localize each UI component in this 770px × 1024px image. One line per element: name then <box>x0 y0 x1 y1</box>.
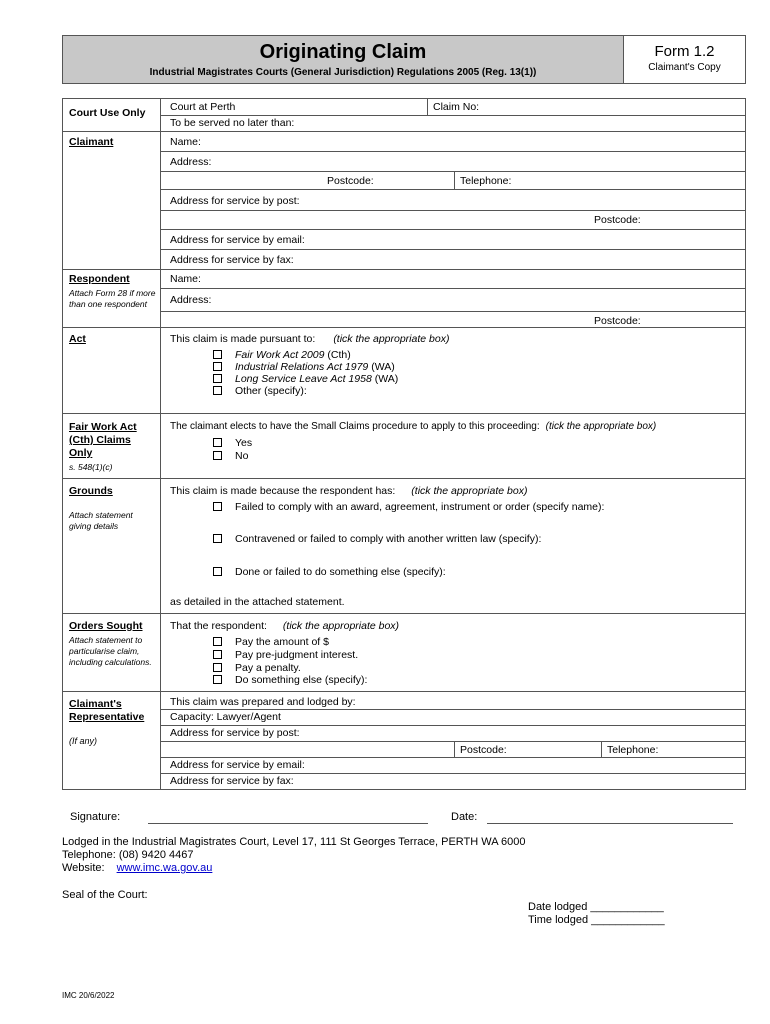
small-claims-label-2: (Cth) Claims <box>69 434 131 446</box>
form-header <box>62 35 746 84</box>
checkbox-icon[interactable] <box>213 362 222 371</box>
grounds-option-written-law[interactable]: Contravened or failed to comply with another written law (specify): <box>213 533 541 545</box>
representative-service-post-field[interactable]: Address for service by post: <box>170 727 300 739</box>
court-location: Court at Perth <box>170 101 236 113</box>
grounds-option-award[interactable]: Failed to comply with an award, agreement, instrument or order (specify name): <box>213 501 604 513</box>
respondent-note: Attach Form 28 if more than one respondent <box>69 288 156 309</box>
orders-intro: That the respondent: (tick the appropriate box) <box>170 620 400 632</box>
small-claims-yes[interactable]: Yes <box>213 437 252 449</box>
court-telephone: Telephone: (08) 9420 4467 <box>62 849 194 861</box>
checkbox-icon[interactable] <box>213 502 222 511</box>
court-use-label: Court Use Only <box>69 107 146 119</box>
grounds-option-other[interactable]: Done or failed to do something else (specify): <box>213 566 446 578</box>
claimant-label: Claimant <box>69 136 114 148</box>
respondent-postcode-field[interactable]: Postcode: <box>594 315 641 327</box>
claimant-telephone-field[interactable]: Telephone: <box>460 175 512 187</box>
act-option-industrial-relations[interactable]: Industrial Relations Act 1979 (WA) <box>213 361 395 373</box>
grounds-label: Grounds <box>69 485 113 497</box>
checkbox-icon[interactable] <box>213 350 222 359</box>
website-link[interactable]: www.imc.wa.gov.au <box>116 862 213 874</box>
act-option-long-service[interactable]: Long Service Leave Act 1958 (WA) <box>213 373 398 385</box>
page-title: Originating Claim <box>259 41 427 63</box>
small-claims-no[interactable]: No <box>213 450 248 462</box>
claim-no-field[interactable]: Claim No: <box>433 101 480 113</box>
copy-label: Claimant's Copy <box>648 62 721 73</box>
grounds-footer: as detailed in the attached statement. <box>170 596 345 608</box>
representative-service-fax-field[interactable]: Address for service by fax: <box>170 775 294 787</box>
header-title-block <box>63 36 624 83</box>
checkbox-icon[interactable] <box>213 374 222 383</box>
form-version: IMC 20/6/2022 <box>62 991 115 1000</box>
act-intro: This claim is made pursuant to: (tick the appropriate box) <box>170 333 450 345</box>
claimant-name-field[interactable]: Name: <box>170 136 201 148</box>
date-label: Date: <box>451 811 478 823</box>
claimant-postcode-field[interactable]: Postcode: <box>327 175 374 187</box>
orders-option-penalty[interactable]: Pay a penalty. <box>213 662 301 674</box>
act-option-other[interactable]: Other (specify): <box>213 385 307 397</box>
checkbox-icon[interactable] <box>213 663 222 672</box>
checkbox-icon[interactable] <box>213 675 222 684</box>
claimant-service-post-field[interactable]: Address for service by post: <box>170 195 300 207</box>
small-claims-label-1: Fair Work Act <box>69 421 137 433</box>
act-label: Act <box>69 333 86 345</box>
time-lodged[interactable]: Time lodged ____________ <box>528 914 665 926</box>
regulation-subtitle: Industrial Magistrates Courts (General Jurisdiction) Regulations 2005 (Reg. 13(1)) <box>149 67 537 78</box>
checkbox-icon[interactable] <box>213 451 222 460</box>
signature-line[interactable] <box>148 823 428 824</box>
claim-form-table <box>62 98 746 790</box>
lodged-address: Lodged in the Industrial Magistrates Court, Level 17, 111 St Georges Terrace, PERTH WA 6000 <box>62 836 526 848</box>
small-claims-intro: The claimant elects to have the Small Claims procedure to apply to this proceeding: (tick the appropriate box) <box>170 421 657 432</box>
representative-prepared-field[interactable]: This claim was prepared and lodged by: <box>170 696 356 708</box>
serve-by-field[interactable]: To be served no later than: <box>170 117 295 129</box>
seal-label: Seal of the Court: <box>62 889 148 901</box>
form-number-block <box>624 36 745 83</box>
checkbox-icon[interactable] <box>213 650 222 659</box>
representative-label-1: Claimant's <box>69 698 122 710</box>
date-lodged[interactable]: Date lodged ____________ <box>528 901 664 913</box>
act-option-fair-work[interactable]: Fair Work Act 2009 (Cth) <box>213 349 351 361</box>
small-claims-section: s. 548(1)(c) <box>69 462 113 472</box>
orders-option-interest[interactable]: Pay pre-judgment interest. <box>213 649 358 661</box>
respondent-label: Respondent <box>69 273 130 285</box>
representative-capacity-field[interactable]: Capacity: Lawyer/Agent <box>170 711 281 723</box>
respondent-address-field[interactable]: Address: <box>170 294 212 306</box>
checkbox-icon[interactable] <box>213 534 222 543</box>
signature-label: Signature: <box>70 811 121 823</box>
representative-label-2: Representative <box>69 711 145 723</box>
grounds-intro: This claim is made because the respondent has: (tick the appropriate box) <box>170 485 528 497</box>
checkbox-icon[interactable] <box>213 567 222 576</box>
orders-option-other[interactable]: Do something else (specify): <box>213 674 367 686</box>
form-number: Form 1.2 <box>654 43 715 60</box>
court-website: Website: www.imc.wa.gov.au <box>62 862 213 874</box>
orders-label: Orders Sought <box>69 620 143 632</box>
claimant-address-field[interactable]: Address: <box>170 156 212 168</box>
representative-note: (If any) <box>69 736 98 746</box>
claimant-service-postcode-field[interactable]: Postcode: <box>594 214 641 226</box>
small-claims-label-3: Only <box>69 447 93 459</box>
checkbox-icon[interactable] <box>213 438 222 447</box>
representative-service-email-field[interactable]: Address for service by email: <box>170 759 305 771</box>
claimant-service-email-field[interactable]: Address for service by email: <box>170 234 305 246</box>
orders-option-amount[interactable]: Pay the amount of $ <box>213 636 329 648</box>
checkbox-icon[interactable] <box>213 386 222 395</box>
respondent-name-field[interactable]: Name: <box>170 273 201 285</box>
representative-telephone-field[interactable]: Telephone: <box>607 744 659 756</box>
checkbox-icon[interactable] <box>213 637 222 646</box>
grounds-note: Attach statement giving details <box>69 510 133 531</box>
claimant-service-fax-field[interactable]: Address for service by fax: <box>170 254 294 266</box>
date-line[interactable] <box>487 823 733 824</box>
orders-note: Attach statement to particularise claim, including calculations. <box>69 635 152 667</box>
representative-postcode-field[interactable]: Postcode: <box>460 744 507 756</box>
